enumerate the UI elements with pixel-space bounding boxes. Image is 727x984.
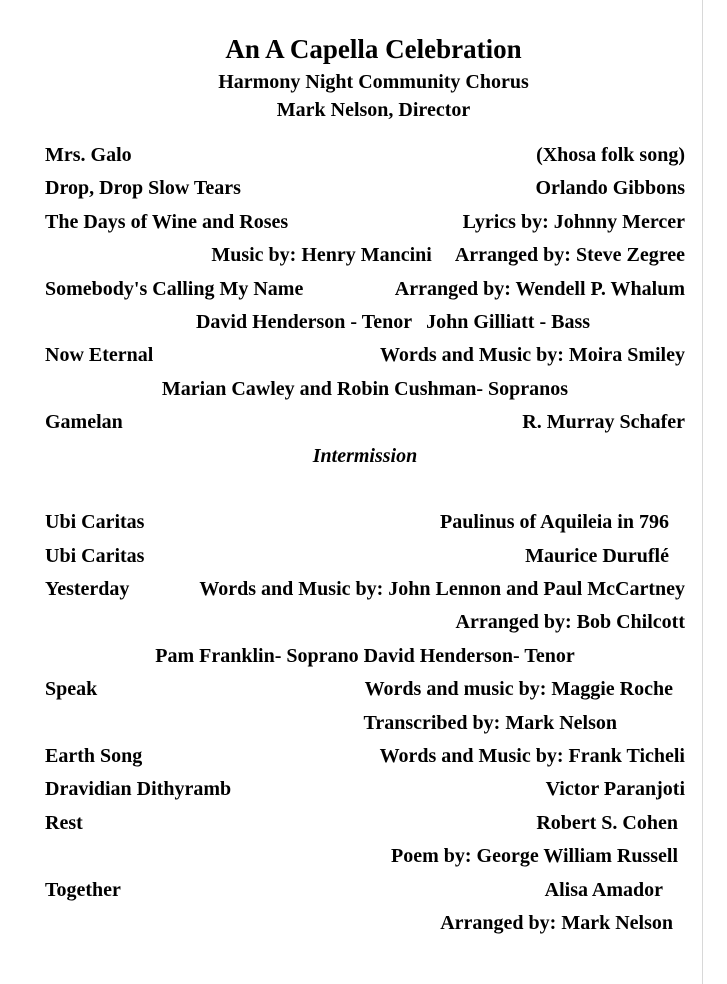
song-attribution: Arranged by: Wendell P. Whalum	[394, 277, 685, 300]
attribution-row	[45, 907, 685, 940]
song-row	[45, 573, 685, 606]
program-header	[0, 0, 727, 124]
song-row	[45, 807, 685, 840]
song-row	[45, 406, 685, 439]
attribution-row	[45, 707, 685, 740]
song-attribution: Lyrics by: Johnny Mercer	[462, 210, 685, 233]
performers-row	[45, 640, 685, 673]
song-attribution: Words and Music by: Frank Ticheli	[379, 745, 685, 768]
song-attribution: Arranged by: Mark Nelson	[440, 911, 673, 934]
performer-name: David Henderson - Tenor	[195, 310, 413, 333]
song-attribution: Arranged by: Bob Chilcott	[455, 611, 685, 634]
performer-name: Marian Cawley and Robin Cushman- Sopranos	[161, 377, 569, 400]
song-attribution: Maurice Duruflé	[525, 544, 669, 567]
song-attribution: Words and Music by: Moira Smiley	[379, 344, 685, 367]
song-row	[45, 506, 685, 539]
attribution-row	[45, 606, 685, 639]
song-row	[45, 139, 685, 172]
performers-row	[73, 306, 713, 339]
song-attribution: Poem by: George William Russell	[390, 845, 678, 868]
song-attribution: Orlando Gibbons	[535, 177, 685, 200]
song-attribution: Alisa Amador	[544, 878, 663, 901]
song-row	[45, 339, 685, 372]
performer-name: Pam Franklin- Soprano David Henderson- Tenor	[155, 644, 575, 667]
song-title: Together	[45, 878, 121, 901]
song-attribution: Paulinus of Aquileia in 796	[440, 511, 669, 534]
intermission-label: Intermission	[312, 444, 418, 467]
song-title: Ubi Caritas	[45, 544, 145, 567]
chorus-name: Harmony Night Community Chorus	[218, 71, 529, 93]
song-title: Drop, Drop Slow Tears	[45, 177, 241, 200]
song-attribution: Words and Music by: John Lennon and Paul McCartney	[199, 578, 685, 601]
song-attribution: Robert S. Cohen	[536, 811, 678, 834]
song-title: Speak	[45, 678, 98, 701]
song-title: The Days of Wine and Roses	[45, 210, 289, 233]
attribution-row	[45, 239, 685, 272]
song-title: Ubi Caritas	[45, 511, 145, 534]
song-row	[45, 673, 685, 706]
song-title: Now Eternal	[45, 344, 154, 367]
song-title: Gamelan	[45, 411, 123, 434]
song-row	[45, 206, 685, 239]
program-title: An A Capella Celebration	[225, 34, 522, 64]
performers-row	[45, 373, 685, 406]
song-row	[45, 172, 685, 205]
song-row	[45, 540, 685, 573]
song-title: Yesterday	[45, 578, 130, 601]
attribution-row	[45, 840, 685, 873]
song-attribution: Transcribed by: Mark Nelson	[363, 711, 617, 734]
page-edge-line	[702, 0, 703, 984]
song-title: Dravidian Dithyramb	[45, 778, 232, 801]
spacer-row	[45, 473, 685, 506]
performer-name: John Gilliatt - Bass	[426, 310, 591, 333]
song-title: Earth Song	[45, 745, 143, 768]
song-row	[45, 740, 685, 773]
song-attribution: Victor Paranjoti	[545, 778, 685, 801]
song-title: Rest	[45, 811, 83, 834]
song-row	[45, 773, 685, 806]
song-title: Mrs. Galo	[45, 144, 132, 166]
director-name: Mark Nelson, Director	[276, 99, 471, 121]
song-attribution: Arranged by: Steve Zegree	[454, 244, 685, 267]
song-attribution: Words and music by: Maggie Roche	[364, 678, 673, 701]
program-list	[0, 139, 727, 940]
song-attribution: Music by: Henry Mancini	[211, 244, 432, 267]
song-attribution: R. Murray Schafer	[522, 411, 685, 434]
song-row	[45, 874, 685, 907]
song-title: Somebody's Calling My Name	[45, 277, 304, 300]
intermission-row	[45, 440, 685, 473]
song-row	[45, 273, 685, 306]
song-attribution: (Xhosa folk song)	[536, 144, 685, 166]
